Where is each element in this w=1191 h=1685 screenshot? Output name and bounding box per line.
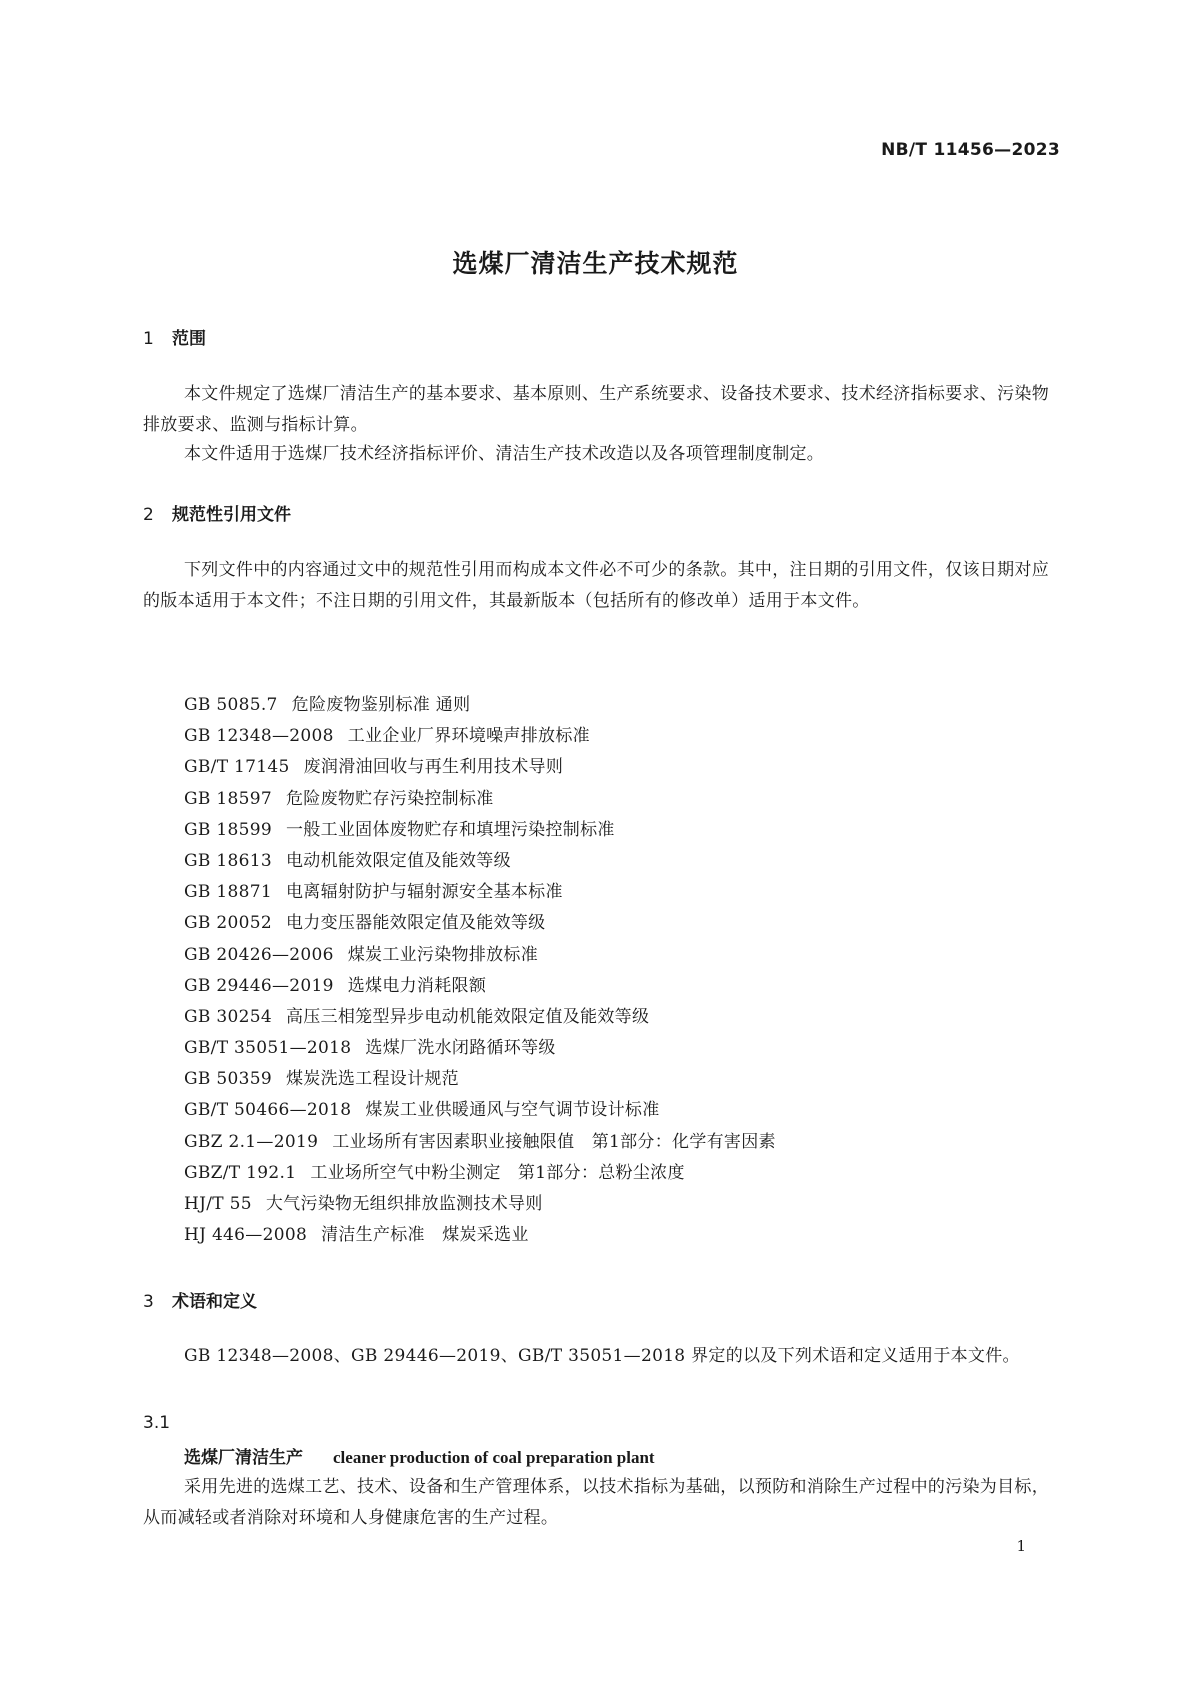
term-entry: [184, 1443, 655, 1468]
section-number: 1: [143, 329, 154, 349]
reference-title: 工业场所有害因素职业接触限值 第1部分：化学有害因素: [332, 1131, 776, 1152]
reference-item: [184, 721, 776, 752]
reference-title: 选煤电力消耗限额: [347, 975, 487, 996]
reference-title: 清洁生产标准 煤炭采选业: [321, 1225, 529, 1246]
reference-code: GB 18599: [184, 819, 272, 840]
term-chinese: 选煤厂清洁生产: [184, 1448, 303, 1468]
reference-title: 工业场所空气中粉尘测定 第1部分：总粉尘浓度: [310, 1162, 685, 1183]
reference-item: [184, 815, 776, 846]
standard-code: NB/T 11456—2023: [881, 140, 1060, 160]
reference-code: GB 20052: [184, 913, 272, 934]
reference-code: GB/T 17145: [184, 757, 290, 778]
reference-list: [184, 690, 776, 1251]
section-title: 规范性引用文件: [172, 505, 291, 525]
reference-item: [184, 784, 776, 815]
reference-title: 工业企业厂界环境噪声排放标准: [347, 726, 590, 747]
reference-item: [184, 752, 776, 783]
reference-code: GB 50359: [184, 1069, 272, 1090]
section-title: 范围: [172, 329, 206, 349]
section-number: 2: [143, 505, 154, 525]
reference-title: 大气污染物无组织排放监测技术导则: [265, 1194, 543, 1214]
reference-code: HJ/T 55: [184, 1194, 252, 1214]
reference-title: 电动机能效限定值及能效等级: [285, 850, 511, 871]
reference-item: [184, 1127, 776, 1158]
reference-code: GB 5085.7: [184, 695, 278, 715]
reference-title: 选煤厂洗水闭路循环等级: [365, 1038, 556, 1059]
reference-code: HJ 446—2008: [184, 1225, 308, 1246]
reference-code: GB 20426—2006: [184, 944, 334, 965]
term-number: 3.1: [143, 1413, 171, 1433]
reference-title: 电力变压器能效限定值及能效等级: [285, 913, 546, 934]
reference-item: [184, 877, 776, 908]
term-english: cleaner production of coal preparation plant: [333, 1448, 655, 1467]
reference-item: [184, 846, 776, 877]
reference-title: 电离辐射防护与辐射源安全基本标准: [285, 882, 563, 903]
scope-paragraph-2: 本文件适用于选煤厂技术经济指标评价、清洁生产技术改造以及各项管理制度制定。: [184, 444, 825, 464]
reference-code: GBZ 2.1—2019: [184, 1131, 319, 1152]
reference-item: [184, 940, 776, 971]
reference-title: 煤炭工业供暖通风与空气调节设计标准: [365, 1100, 660, 1121]
reference-title: 危险废物贮存污染控制标准: [285, 788, 494, 809]
reference-title: 煤炭工业污染物排放标准: [347, 944, 539, 965]
reference-title: 高压三相笼型异步电动机能效限定值及能效等级: [285, 1006, 650, 1027]
reference-code: GB 12348—2008: [184, 726, 334, 747]
section-2-heading: [143, 500, 291, 525]
reference-title: 废润滑油回收与再生利用技术导则: [303, 757, 564, 778]
section-number: 3: [143, 1292, 154, 1312]
reference-item: [184, 1033, 776, 1064]
reference-item: [184, 1095, 776, 1126]
reference-item: [184, 1220, 776, 1251]
section-title: 术语和定义: [172, 1292, 257, 1312]
reference-item: [184, 1002, 776, 1033]
reference-code: GB 30254: [184, 1006, 272, 1027]
reference-title: 一般工业固体废物贮存和填埋污染控制标准: [285, 819, 615, 840]
page-number: 1: [1016, 1537, 1026, 1555]
reference-title: 危险废物鉴别标准 通则: [291, 695, 471, 715]
reference-code: GBZ/T 192.1: [184, 1162, 297, 1183]
reference-title: 煤炭洗选工程设计规范: [285, 1069, 459, 1090]
reference-item: [184, 971, 776, 1002]
terms-intro: GB 12348—2008、GB 29446—2019、GB/T 35051—2018 界定的以及下列术语和定义适用于本文件。: [184, 1346, 1020, 1366]
section-3-heading: [143, 1287, 257, 1312]
document-title: 选煤厂清洁生产技术规范: [452, 249, 739, 278]
reference-code: GB 18613: [184, 850, 272, 871]
reference-item: [184, 1158, 776, 1189]
reference-code: GB 18871: [184, 882, 272, 903]
reference-item: [184, 1189, 776, 1220]
reference-code: GB/T 35051—2018: [184, 1038, 352, 1059]
references-intro: 下列文件中的内容通过文中的规范性引用而构成本文件必不可少的条款。其中，注日期的引用文件，仅该日期对应的版本适用于本文件；不注日期的引用文件，其最新版本（包括所有的修改单）适用于本文件。: [143, 560, 1049, 611]
scope-paragraph-1: 本文件规定了选煤厂清洁生产的基本要求、基本原则、生产系统要求、设备技术要求、技术经济指标要求、污染物排放要求、监测与指标计算。: [143, 384, 1049, 435]
reference-code: GB 29446—2019: [184, 975, 334, 996]
reference-item: [184, 1064, 776, 1095]
reference-code: GB 18597: [184, 788, 272, 809]
term-definition: 采用先进的选煤工艺、技术、设备和生产管理体系，以技术指标为基础，以预防和消除生产过程中的污染为目标，从而减轻或者消除对环境和人身健康危害的生产过程。: [143, 1477, 1049, 1528]
section-1-heading: [143, 324, 206, 349]
reference-code: GB/T 50466—2018: [184, 1100, 352, 1121]
reference-item: [184, 908, 776, 939]
reference-item: [184, 690, 776, 721]
